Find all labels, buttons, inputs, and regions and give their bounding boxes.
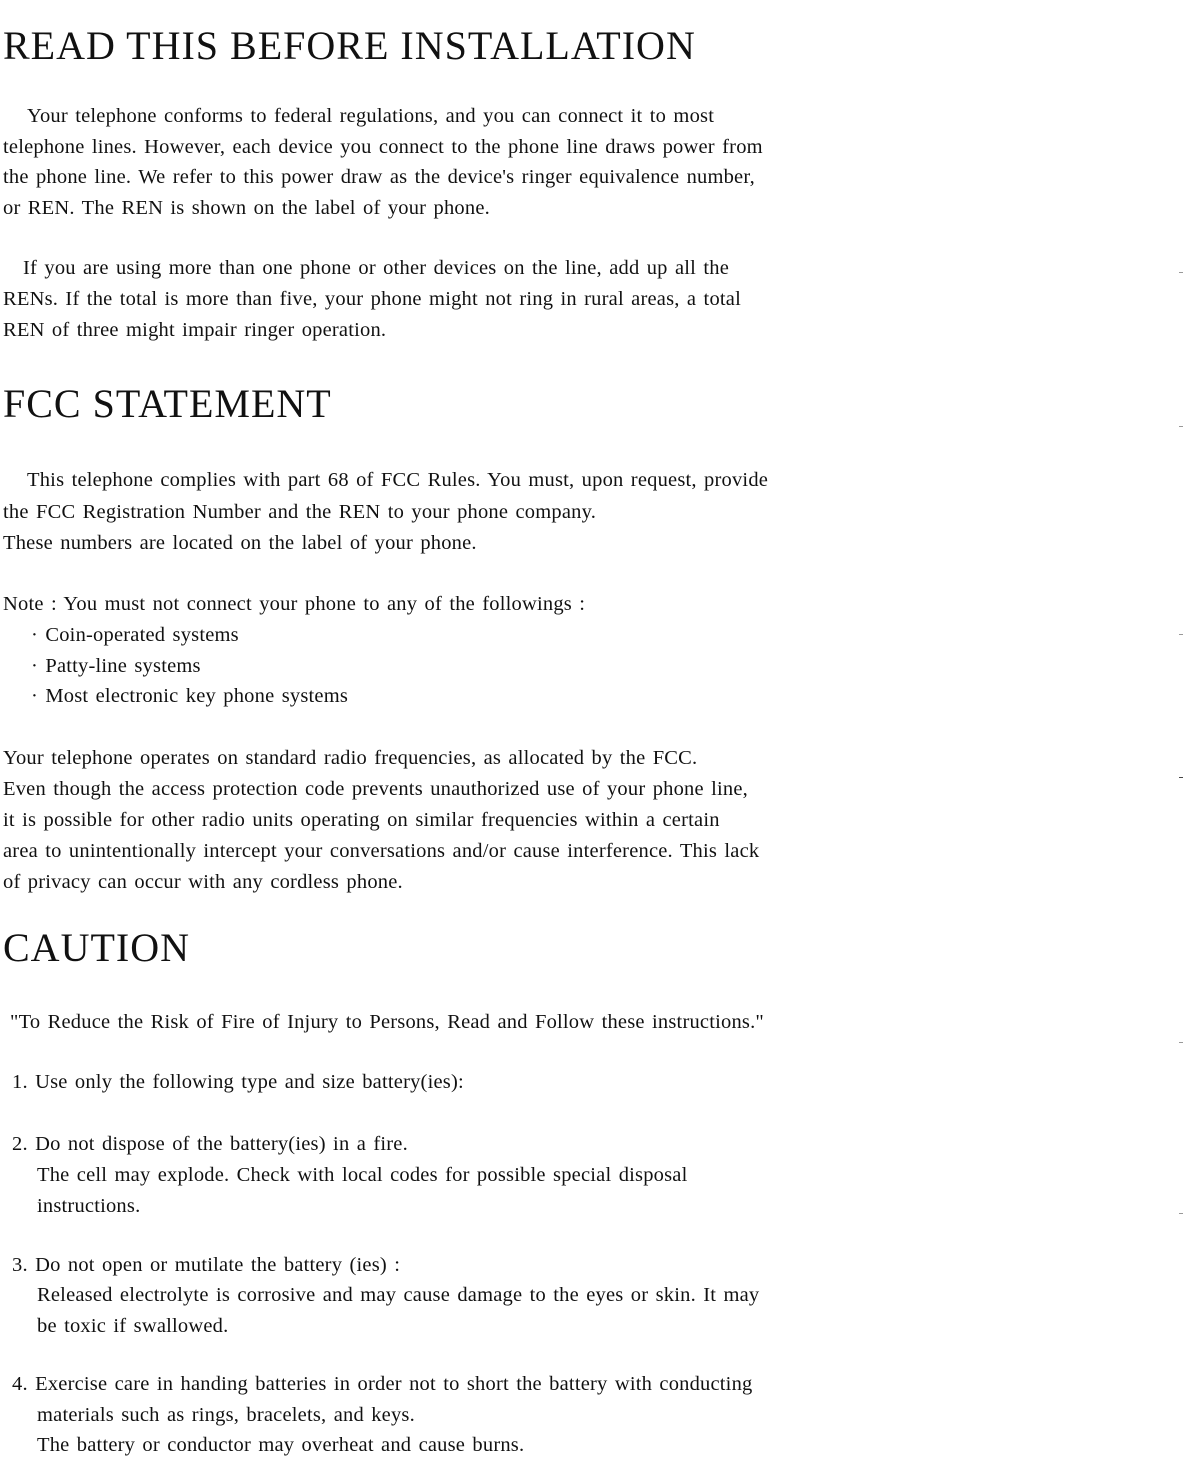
caution-item-4-line-3: The battery or conductor may overheat and cause burns. <box>37 1434 525 1456</box>
caution-heading: CAUTION <box>3 925 190 970</box>
fcc-bullet-item: · Coin-operated systems <box>31 624 239 646</box>
fcc-bullet-item: · Patty-line systems <box>31 655 201 677</box>
caution-item-2-line-3: instructions. <box>37 1195 141 1217</box>
fcc-note: Note : You must not connect your phone to any of the followings : <box>3 593 586 615</box>
caution-item-3-line-2: Released electrolyte is corrosive and may cause damage to the eyes or skin. It may <box>37 1284 760 1306</box>
install-p1-line-4: or REN. The REN is shown on the label of your phone. <box>3 197 490 219</box>
install-p1-line-2: telephone lines. However, each device you connect to the phone line draws power from <box>3 136 763 158</box>
scan-mark <box>1179 634 1183 635</box>
scan-mark <box>1179 426 1183 427</box>
caution-item-2-line-2: The cell may explode. Check with local codes for possible special disposal <box>37 1164 688 1186</box>
fcc-p2-line-5: of privacy can occur with any cordless phone. <box>3 871 403 893</box>
fcc-heading: FCC STATEMENT <box>3 381 332 426</box>
install-p2-line-3: REN of three might impair ringer operation. <box>3 319 387 341</box>
caution-item-2-line-1: 2. Do not dispose of the battery(ies) in a fire. <box>12 1133 408 1155</box>
caution-item-3-line-1: 3. Do not open or mutilate the battery (ies) : <box>12 1254 401 1276</box>
fcc-p2-line-4: area to unintentionally intercept your conversations and/or cause interference. This lack <box>3 840 760 862</box>
fcc-p2-line-1: Your telephone operates on standard radio frequencies, as allocated by the FCC. <box>3 747 698 769</box>
scan-mark <box>1179 1042 1183 1043</box>
install-p1-line-3: the phone line. We refer to this power draw as the device's ringer equivalence number, <box>3 166 755 188</box>
caution-item-4-line-1: 4. Exercise care in handing batteries in order not to short the battery with conducting <box>12 1373 753 1395</box>
fcc-p1-line-1: This telephone complies with part 68 of FCC Rules. You must, upon request, provide <box>27 469 769 491</box>
fcc-p2-line-2: Even though the access protection code prevents unauthorized use of your phone line, <box>3 778 748 800</box>
caution-item-3-line-3: be toxic if swallowed. <box>37 1315 229 1337</box>
install-p2-line-2: RENs. If the total is more than five, your phone might not ring in rural areas, a total <box>3 288 741 310</box>
install-heading: READ THIS BEFORE INSTALLATION <box>3 23 696 68</box>
caution-item-4-line-2: materials such as rings, bracelets, and keys. <box>37 1404 415 1426</box>
caution-quote: "To Reduce the Risk of Fire of Injury to Persons, Read and Follow these instructions." <box>10 1011 764 1033</box>
fcc-p2-line-3: it is possible for other radio units operating on similar frequencies within a certain <box>3 809 720 831</box>
scan-mark <box>1179 1213 1183 1214</box>
scan-mark <box>1179 272 1183 273</box>
fcc-bullet-item: · Most electronic key phone systems <box>31 685 349 707</box>
fcc-p1-line-3: These numbers are located on the label of your phone. <box>3 532 477 554</box>
caution-item-1-line-1: 1. Use only the following type and size battery(ies): <box>12 1071 464 1093</box>
scan-mark <box>1179 777 1183 778</box>
install-p2-line-1: If you are using more than one phone or other devices on the line, add up all the <box>23 257 729 279</box>
fcc-p1-line-2: the FCC Registration Number and the REN to your phone company. <box>3 501 597 523</box>
install-p1-line-1: Your telephone conforms to federal regulations, and you can connect it to most <box>27 105 715 127</box>
